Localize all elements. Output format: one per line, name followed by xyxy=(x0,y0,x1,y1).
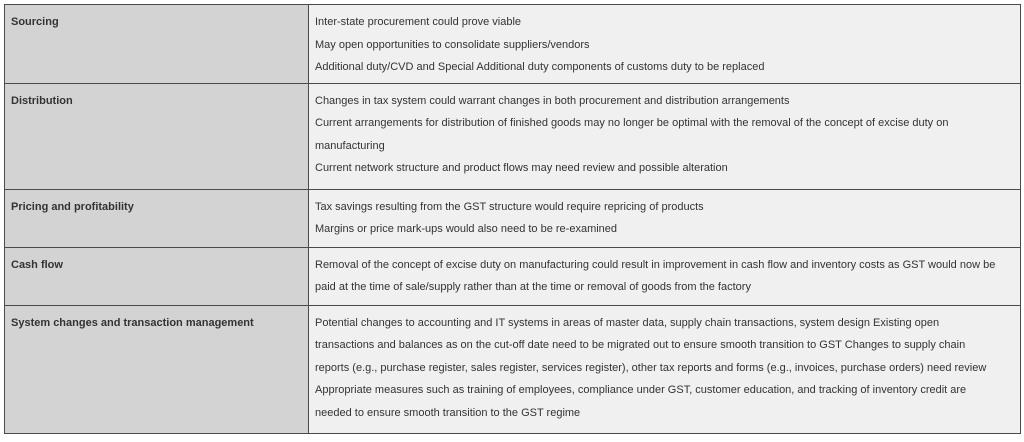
row-label: Cash flow xyxy=(11,258,63,271)
description-line: Additional duty/CVD and Special Additional duty components of customs duty to be replaced xyxy=(315,61,765,73)
row-description-cell xyxy=(309,83,1021,189)
table-row-pricing xyxy=(5,189,1021,247)
row-label-cell xyxy=(5,305,309,433)
table-row-cash-flow xyxy=(5,247,1021,305)
row-description-cell xyxy=(309,5,1021,84)
row-label: Distribution xyxy=(11,94,73,107)
description-line: May open opportunities to consolidate suppliers/vendors xyxy=(315,38,590,51)
description-line: reports (e.g., purchase register, sales register, services register), other tax reports and forms (e.g., invoices, purchase orders) need review xyxy=(315,361,987,374)
description-line: Tax savings resulting from the GST structure would require repricing of products xyxy=(315,200,704,213)
description-line: manufacturing xyxy=(315,139,385,152)
row-label: Sourcing xyxy=(11,16,59,28)
table-row-distribution xyxy=(5,83,1021,189)
row-label: System changes and transaction management xyxy=(11,316,254,329)
row-label: Pricing and profitability xyxy=(11,200,134,213)
row-label-cell xyxy=(5,5,309,84)
description-line: Inter-state procurement could prove viable xyxy=(315,16,522,28)
row-description-cell xyxy=(309,247,1021,305)
description-line: Potential changes to accounting and IT systems in areas of master data, supply chain transactions, system design Existing open xyxy=(315,316,940,329)
row-label-cell xyxy=(5,247,309,305)
description-line: Margins or price mark-ups would also need to be re-examined xyxy=(315,223,618,235)
description-line: transactions and balances as on the cut-off date need to be migrated out to ensure smooth transition to GST Changes to supply chain xyxy=(315,339,966,351)
description-line: needed to ensure smooth transition to the GST regime xyxy=(315,406,581,419)
row-label-cell xyxy=(5,83,309,189)
row-description-cell xyxy=(309,189,1021,247)
row-label-cell xyxy=(5,189,309,247)
table-row-system-changes xyxy=(5,305,1021,433)
description-line: Current network structure and product flows may need review and possible alteration xyxy=(315,162,728,174)
description-line: Current arrangements for distribution of finished goods may no longer be optimal with the removal of the concept of excise duty on xyxy=(315,117,949,129)
table-row-sourcing xyxy=(5,5,1021,84)
description-line: Appropriate measures such as training of employees, compliance under GST, customer education, and tracking of inventory credit are xyxy=(315,384,967,396)
description-line: paid at the time of sale/supply rather than at the time or removal of goods from the factory xyxy=(315,281,751,293)
description-line: Changes in tax system could warrant changes in both procurement and distribution arrangements xyxy=(315,94,790,107)
row-description-cell xyxy=(309,305,1021,433)
gst-impact-table xyxy=(4,4,1021,434)
description-line: Removal of the concept of excise duty on manufacturing could result in improvement in cash flow and inventory costs as GST would now be xyxy=(315,258,996,271)
